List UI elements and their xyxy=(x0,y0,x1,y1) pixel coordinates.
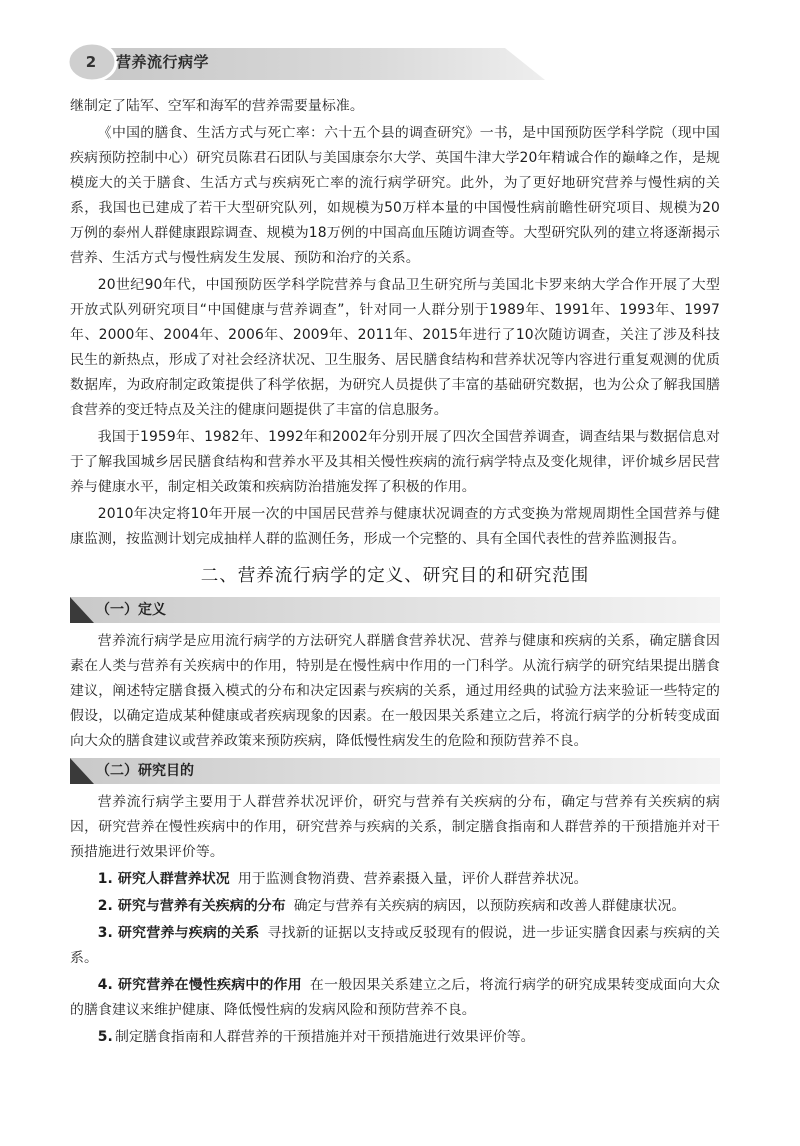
paragraph: 继制定了陆军、空军和海军的营养需要量标准。 xyxy=(70,98,364,114)
item-text: 确定与营养有关疾病的病因，以预防疾病和改善人群健康状况。 xyxy=(293,898,686,914)
item-lead: 3. 研究营养与疾病的关系 xyxy=(97,925,260,941)
item-lead: 1. 研究人群营养状况 xyxy=(97,871,230,887)
subsection-heading-definition xyxy=(70,597,720,623)
section-title: 二、营养流行病学的定义、研究目的和研究范围 xyxy=(200,566,590,586)
paragraph: 营养流行病学是应用流行病学的方法研究人群膳食营养状况、营养与健康和疾病的关系，确定膳食因素在人类与营养有关疾病中的作用，特别是在慢性病中作用的一门科学。从流行病学的研究结果提出膳食建议，阐述特定膳食摄入模式的分布和决定因素与疾病的关系，通过用经典的试验方法来验证一些特定的假设，以确定造成某种健康或者疾病现象的因素。在一般因果关系建立之后，将流行病学的分析转变成面向大众的膳食建议或营养政策来预防疾病，降低慢性病发生的危险和预防营养不良。 xyxy=(70,633,720,749)
item-lead: 2. 研究与营养有关疾病的分布 xyxy=(97,898,286,914)
item-text: 在一般因果关系建立之后，将流行病学的研究成果转变成面向大众的膳食建议来维护健康、降低慢性病的发病风险和预防营养不良。 xyxy=(70,977,720,1018)
paragraph: 《中国的膳食、生活方式与死亡率：六十五个县的调查研究》一书，是中国预防医学科学院（现中国疾病预防控制中心）研究员陈君石团队与美国康奈尔大学、英国牛津大学20年精诚合作的巅峰之作，是规模庞大的关于膳食、生活方式与疾病死亡率的流行病学研究。此外，为了更好地研究营养与慢性病的关系，我国也已建成了若干大型研究队列，如规模为50万样本量的中国慢性病前瞻性研究项目、规模为20万例的泰州人群健康跟踪调查、规模为18万例的中国高血压随访调查等。大型研究队列的建立将逐渐揭示营养、生活方式与慢性病发生发展、预防和治疗的关系。 xyxy=(70,125,720,266)
subsection-heading-purpose xyxy=(70,758,720,784)
item-lead: 5. xyxy=(97,1029,113,1045)
paragraph: 营养流行病学主要用于人群营养状况评价，研究与营养有关疾病的分布，确定与营养有关疾病的病因，研究营养在慢性疾病中的作用，研究营养与疾病的关系，制定膳食指南和人群营养的干预措施并对干预措施进行效果评价等。 xyxy=(70,794,720,860)
running-title: 营养流行病学 xyxy=(116,53,210,71)
list-item xyxy=(70,867,720,892)
item-text: 寻找新的证据以支持或反驳现有的假说，进一步证实膳食因素与疾病的关系。 xyxy=(70,925,720,966)
item-lead: 4. 研究营养在慢性疾病中的作用 xyxy=(97,977,302,993)
page-body xyxy=(70,94,720,1050)
paragraph: 2010年决定将10年开展一次的中国居民营养与健康状况调查的方式变换为常规周期性全国营养与健康监测，按监测计划完成抽样人群的监测任务，形成一个完整的、具有全国代表性的营养监测报告。 xyxy=(70,506,720,547)
item-text: 用于监测食物消费、营养素摄入量，评价人群营养状况。 xyxy=(237,871,588,887)
list-item xyxy=(70,973,720,1023)
list-item xyxy=(70,1025,720,1050)
item-text: 制定膳食指南和人群营养的干预措施并对干预措施进行效果评价等。 xyxy=(114,1029,535,1045)
paragraph: 20世纪90年代，中国预防医学科学院营养与食品卫生研究所与美国北卡罗来纳大学合作开展了大型开放式队列研究项目“中国健康与营养调查”，针对同一人群分别于1989年、1991年、1993年、1997年、2000年、2004年、2006年、2009年、2011年、2015年进行了10次随访调查，关注了涉及科技民生的新热点，形成了对社会经济状况、卫生服务、居民膳食结构和营养状况等内容进行重复观测的优质数据库，为政府制定政策提供了科学依据，为研究人员提供了丰富的基础研究数据，也为公众了解我国膳食营养的变迁特点及关注的健康问题提供了丰富的信息服务。 xyxy=(70,277,720,418)
header-decoration xyxy=(0,0,800,90)
heading-marker-icon xyxy=(70,758,94,784)
page-header xyxy=(0,0,800,90)
page-number: 2 xyxy=(85,53,97,71)
heading-marker-icon xyxy=(70,597,94,623)
subsection-label: （二）研究目的 xyxy=(96,763,194,779)
list-item xyxy=(70,921,720,971)
paragraph: 我国于1959年、1982年、1992年和2002年分别开展了四次全国营养调查，调查结果与数据信息对于了解我国城乡居民膳食结构和营养水平及其相关慢性疾病的流行病学特点及变化规律，评价城乡居民营养与健康水平，制定相关政策和疾病防治措施发挥了积极的作用。 xyxy=(70,429,720,495)
subsection-label: （一）定义 xyxy=(96,602,166,618)
list-item xyxy=(70,894,720,919)
